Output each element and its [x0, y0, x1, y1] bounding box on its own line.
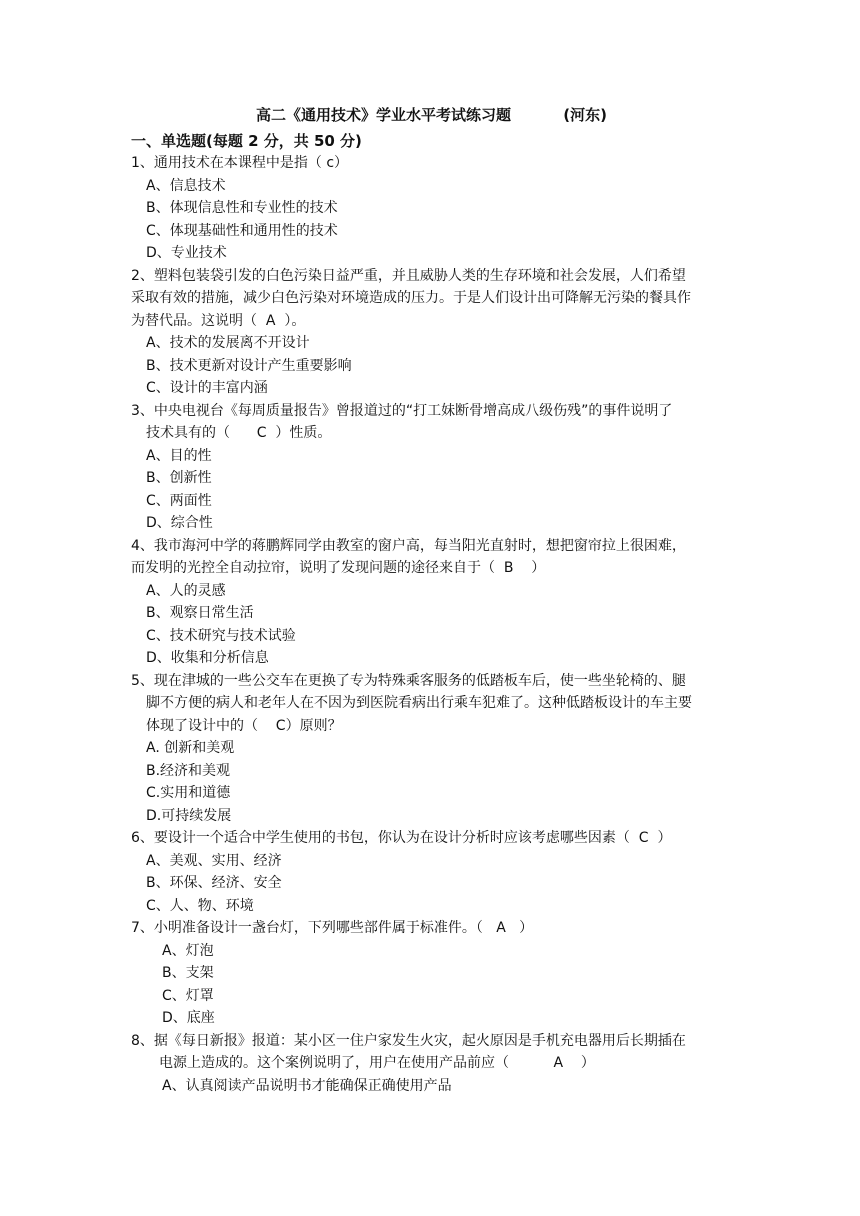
answer-option: B、技术更新对设计产生重要影响 [146, 357, 352, 374]
question-text: 为替代品。这说明（ A ）。 [131, 312, 306, 329]
section-heading: 一、单选题(每题 2 分，共 50 分) [131, 132, 362, 150]
answer-option: D、专业技术 [146, 245, 227, 261]
question-text: 8、据《每日新报》报道：某小区一住户家发生火灾，起火原因是手机充电器用后长期插在 [131, 1032, 686, 1049]
question-8 [0, 1030, 860, 1098]
answer-option: A、认真阅读产品说明书才能确保正确使用产品 [162, 1077, 452, 1094]
question-text: 技术具有的（ C ）性质。 [146, 425, 332, 441]
answer-option: A. 创新和美观 [146, 740, 235, 756]
question-1 [0, 152, 860, 265]
answer-option: B、创新性 [146, 470, 212, 486]
answer-option: B、支架 [162, 965, 214, 981]
question-text: 5、现在津城的一些公交车在更换了专为特殊乘客服务的低踏板车后，使一些坐轮椅的、腿 [131, 672, 686, 689]
answer-option: A、技术的发展离不开设计 [146, 335, 310, 351]
answer-option: B、观察日常生活 [146, 605, 254, 621]
question-7 [0, 917, 860, 1030]
question-4 [0, 535, 860, 670]
question-text: 7、小明准备设计一盏台灯，下列哪些部件属于标准件。（ A ） [131, 920, 534, 936]
answer-option: A、目的性 [146, 447, 212, 464]
answer-option: C.实用和道德 [146, 785, 231, 801]
question-text: 2、塑料包装袋引发的白色污染日益严重，并且威胁人类的生存环境和社会发展，人们希望 [131, 267, 686, 284]
answer-option: A、人的灵感 [146, 582, 226, 599]
answer-option: D.可持续发展 [146, 807, 232, 824]
question-text: 而发明的光控全自动拉帘，说明了发现问题的途径来自于（ B ） [131, 560, 546, 576]
question-6 [0, 827, 860, 917]
answer-option: A、美观、实用、经济 [146, 852, 282, 869]
question-text: 4、我市海河中学的蒋鹏辉同学由教室的窗户高，每当阳光直射时，想把窗帘拉上很困难， [131, 537, 686, 554]
answer-option: C、人、物、环境 [146, 897, 254, 914]
answer-option: C、技术研究与技术试验 [146, 627, 296, 644]
answer-option: A、灯泡 [162, 942, 214, 959]
answer-option: D、收集和分析信息 [146, 650, 269, 666]
page-title: 高二《通用技术》学业水平考试练习题 (河东) [256, 106, 607, 124]
question-text: 6、要设计一个适合中学生使用的书包，你认为在设计分析时应该考虑哪些因素（ C ） [131, 830, 672, 846]
answer-option: D、综合性 [146, 515, 213, 531]
answer-option: B、环保、经济、安全 [146, 875, 282, 891]
answer-option: B、体现信息性和专业性的技术 [146, 200, 338, 216]
question-text: 采取有效的措施，减少白色污染对环境造成的压力。于是人们设计出可降解无污染的餐具作 [131, 290, 691, 306]
question-list [0, 152, 860, 1097]
answer-option: C、设计的丰富内涵 [146, 380, 268, 396]
answer-option: C、两面性 [146, 492, 212, 509]
question-text: 1、通用技术在本课程中是指（ c） [131, 155, 349, 171]
question-2 [0, 265, 860, 400]
answer-option: C、灯罩 [162, 987, 214, 1004]
question-5 [0, 670, 860, 828]
exam-content [0, 100, 860, 1097]
answer-option: D、底座 [162, 1010, 215, 1026]
question-text: 体现了设计中的（ C）原则？ [146, 717, 342, 734]
question-text: 脚不方便的病人和老年人在不因为到医院看病出行乘车犯难了。这种低踏板设计的车主要 [146, 695, 692, 711]
question-3 [0, 400, 860, 535]
answer-option: C、体现基础性和通用性的技术 [146, 222, 338, 239]
answer-option: B.经济和美观 [146, 762, 231, 779]
answer-option: A、信息技术 [146, 177, 226, 194]
question-text: 3、中央电视台《每周质量报告》曾报道过的“打工妹断骨增高成八级伤残”的事件说明了 [131, 402, 673, 419]
question-text: 电源上造成的。这个案例说明了，用户在使用产品前应（ A ） [159, 1055, 595, 1071]
